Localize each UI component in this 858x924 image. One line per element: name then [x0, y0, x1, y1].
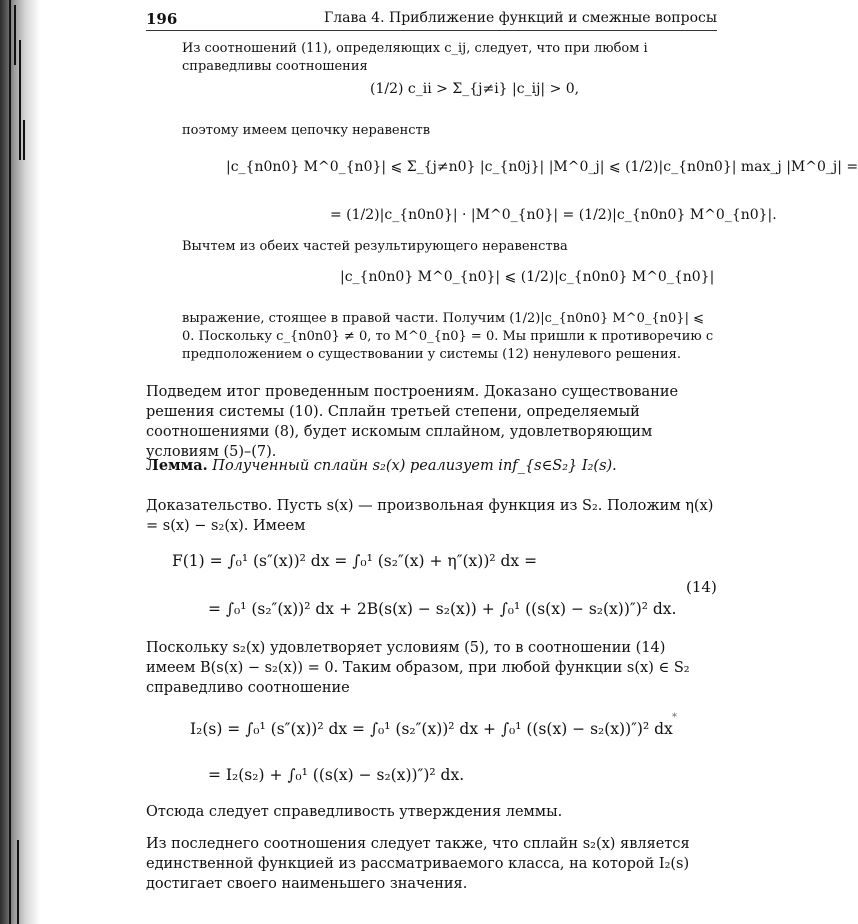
lemma-label: Лемма. — [146, 457, 208, 474]
formula-chain-line1: |c_{n0n0} M^0_{n0}| ⩽ Σ_{j≠n0} |c_{n0j}| |M^0_j| ⩽ (1/2)|c_{n0n0}| max_j |M^0_j| = — [226, 159, 858, 175]
page-header — [146, 8, 717, 31]
lemma-statement — [146, 456, 716, 476]
paragraph-condition: Поскольку s₂(x) удовлетворяет условиям (5), то в соотношении (14) имеем B(s(x) − s₂(x)) = 0. Таким образом, при любой функции s(x) ∈ S₂ справедливо соотношение — [146, 640, 690, 696]
lemma-text: Полученный сплайн s₂(x) реализует inf_{s∈S₂} I₂(s). — [212, 458, 617, 474]
formula-F1-line2: = ∫₀¹ (s₂″(x))² dx + 2B(s(x) − s₂(x)) + ∫₀¹ ((s(x) − s₂(x))″)² dx. — [208, 600, 677, 618]
running-title: Глава 4. Приближение функций и смежные вопросы — [323, 10, 717, 26]
paragraph-conclusion: Отсюда следует справедливость утверждения леммы. — [146, 804, 563, 820]
paragraph-proof: Доказательство. Пусть s(x) — произвольная функция из S₂. Положим η(x) = s(x) − s₂(x). Имеем — [146, 498, 714, 534]
formula-F1-line1: F(1) = ∫₀¹ (s″(x))² dx = ∫₀¹ (s₂″(x) + η″(x))² dx = — [172, 552, 538, 570]
page-number: 196 — [146, 10, 178, 28]
paragraph-uniqueness: Из последнего соотношения следует также, что сплайн s₂(x) является единственной функцией из рассматриваемого класса, на которой I₂(s) достигает своего наименьшего значения. — [146, 836, 690, 892]
paragraph-summary: Подведем итог проведенным построениям. Доказано существование решения системы (10). Сплайн третьей степени, определяемый соотношениями (8), будет искомым сплайном, удовлетворяющим условиям (5)–(7). — [146, 384, 679, 460]
paragraph-intro: Из соотношений (11), определяющих c_ij, следует, что при любом i справедливы соотношения — [182, 41, 648, 74]
equation-number-14: (14) — [686, 578, 717, 596]
paragraph-subtract: Вычтем из обеих частей результирующего неравенства — [182, 239, 568, 254]
paragraph-contradiction: выражение, стоящее в правой части. Получим (1/2)|c_{n0n0} M^0_{n0}| ⩽ 0. Поскольку c_{n0n0} ≠ 0, то M^0_{n0} = 0. Мы пришли к противоречию с предположением о существовании у системы (12) ненулевого решения. — [182, 311, 714, 362]
formula-I2-line1: I₂(s) = ∫₀¹ (s″(x))² dx = ∫₀¹ (s₂″(x))² dx + ∫₀¹ ((s(x) − s₂(x))″)² dx — [190, 720, 673, 738]
formula-I2-line2: = I₂(s₂) + ∫₀¹ ((s(x) − s₂(x))″)² dx. — [208, 766, 465, 784]
formula-resulting-inequality: |c_{n0n0} M^0_{n0}| ⩽ (1/2)|c_{n0n0} M^0_{n0}| — [340, 269, 715, 285]
book-binding-shadow — [0, 0, 40, 924]
paragraph-chain: поэтому имеем цепочку неравенств — [182, 123, 431, 138]
scan-speck: * — [672, 712, 677, 723]
formula-diagonal-dominance: (1/2) c_ii > Σ_{j≠i} |c_ij| > 0, — [370, 81, 580, 97]
formula-chain-line2: = (1/2)|c_{n0n0}| · |M^0_{n0}| = (1/2)|c_{n0n0} M^0_{n0}|. — [330, 207, 777, 223]
